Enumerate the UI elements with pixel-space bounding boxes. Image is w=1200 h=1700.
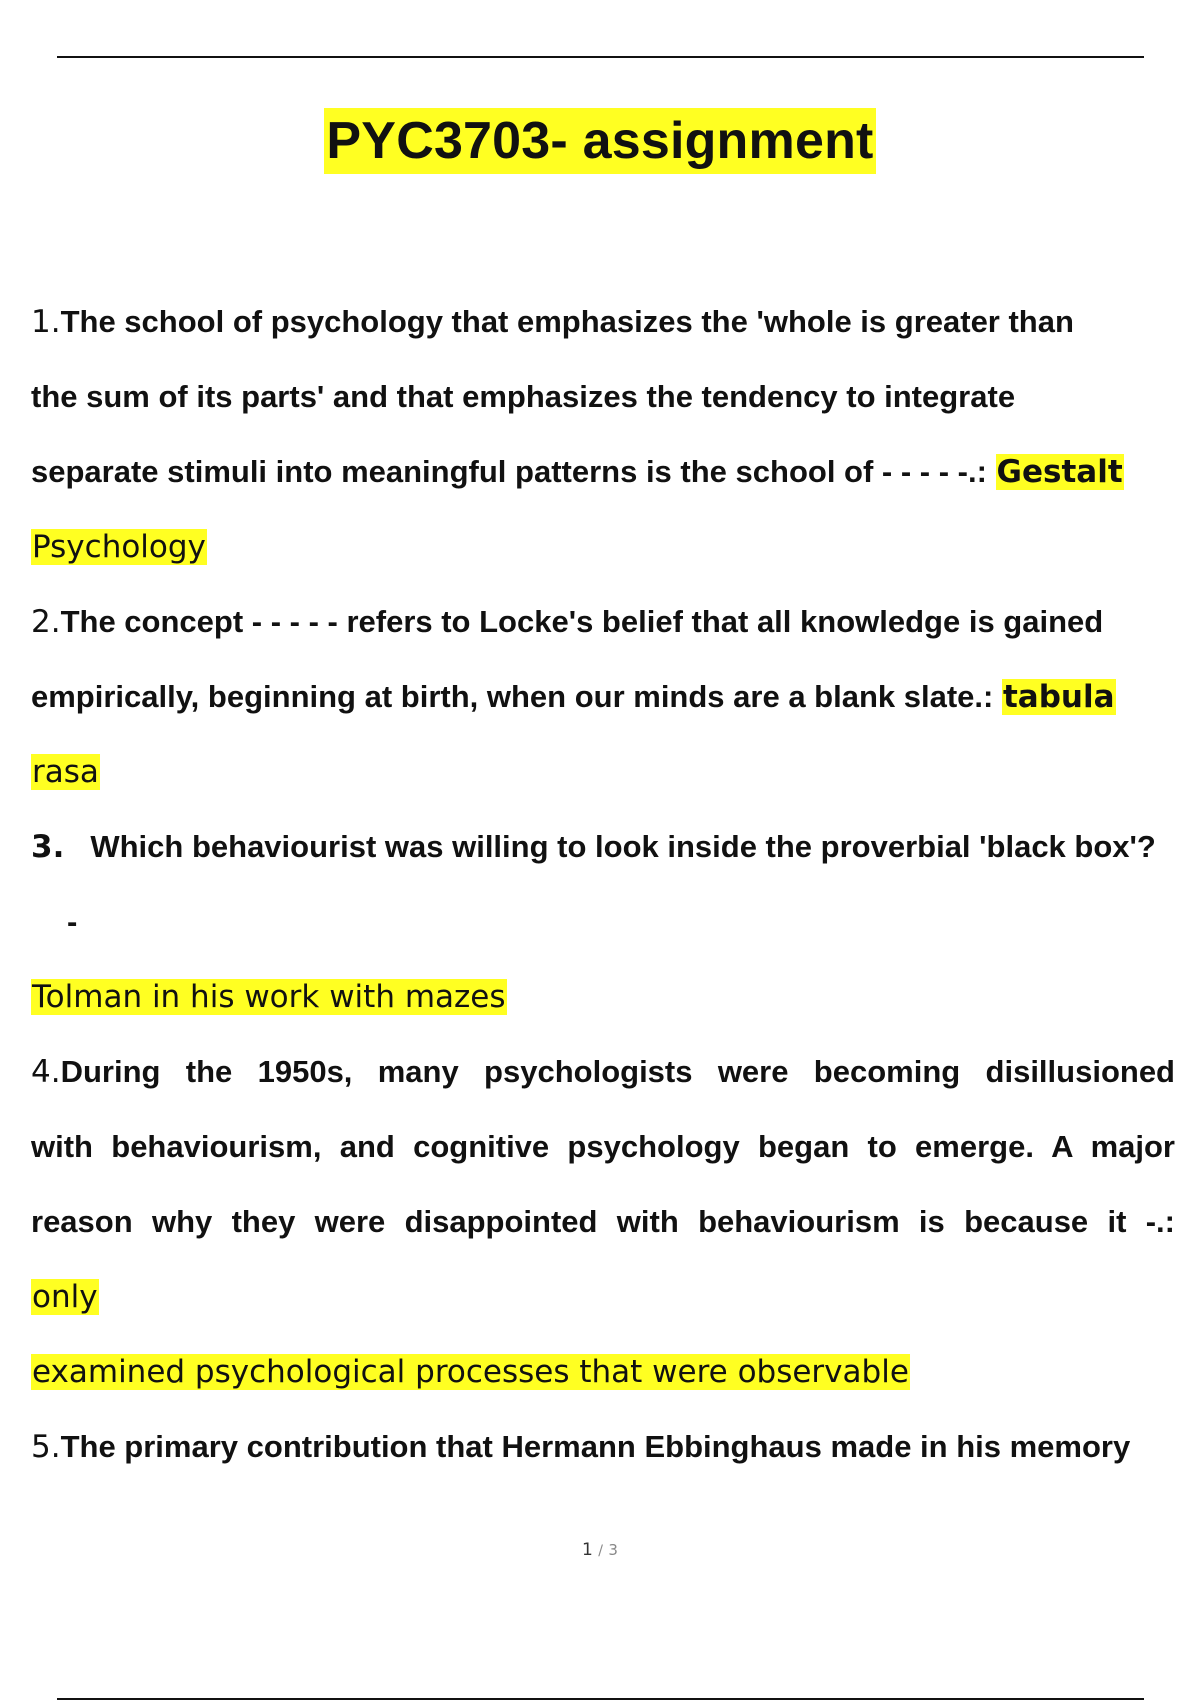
question-1-line-3 [31,434,1181,509]
page-indicator [0,1540,1200,1560]
page-total: 3 [608,1541,618,1559]
answer-highlight: examined psychological processes that were observable [32,1354,909,1390]
question-1-line-2 [31,359,1181,434]
page-separator: / [598,1543,603,1559]
question-4-answer-line-1 [31,1259,1181,1334]
question-text: During the 1950s, many psychologists were becoming disillusioned [60,1054,1175,1089]
document-body [31,284,1181,1484]
question-1-line-1 [31,284,1181,359]
question-4-line-1 [31,1034,1175,1109]
question-2-line-2 [31,659,1181,734]
answer-highlight: tabula [1002,679,1115,715]
question-3-answer-line [31,959,1181,1034]
question-text: - [67,904,78,939]
answer-highlight: rasa [32,754,99,790]
question-3-line-2 [31,884,1181,959]
answer-highlight: Psychology [32,529,206,565]
question-4-line-2 [31,1109,1175,1184]
question-text: with behaviourism, and cognitive psychology began to emerge. A major [31,1129,1175,1164]
question-text: the sum of its parts' and that emphasizes the tendency to integrate [31,379,1016,414]
title-block [0,108,1200,174]
question-number: 1. [31,304,61,340]
question-4-answer-line-2 [31,1334,1181,1409]
question-text: separate stimuli into meaningful patterns is the school of - - - - -.: [31,454,996,489]
question-text: reason why they were disappointed with behaviourism is because it -.: [31,1204,1175,1239]
question-text: The primary contribution that Hermann Ebbinghaus made in his memory [60,1429,1131,1464]
top-rule [57,56,1144,58]
question-text: empirically, beginning at birth, when our minds are a blank slate.: [31,679,1002,714]
question-2-answer-line [31,734,1181,809]
document-title: PYC3703- assignment [324,108,875,174]
answer-highlight: only [32,1279,98,1315]
page-current: 1 [582,1540,593,1560]
answer-highlight: Tolman in his work with mazes [32,979,506,1015]
answer-highlight: Gestalt [996,454,1123,490]
question-text: Which behaviourist was willing to look inside the proverbial 'black box'? [90,829,1156,864]
question-number: 3. [31,829,65,865]
question-2-line-1 [31,584,1181,659]
question-number: 2. [31,604,61,640]
question-text: The concept - - - - - refers to Locke's belief that all knowledge is gained [60,604,1104,639]
question-4-line-3 [31,1184,1175,1259]
question-3-line-1 [31,809,1181,884]
question-text: The school of psychology that emphasizes the 'whole is greater than [60,304,1074,339]
question-1-answer-line [31,509,1181,584]
question-5-line-1 [31,1409,1181,1484]
question-number: 5. [31,1429,61,1465]
question-number: 4. [31,1054,61,1090]
